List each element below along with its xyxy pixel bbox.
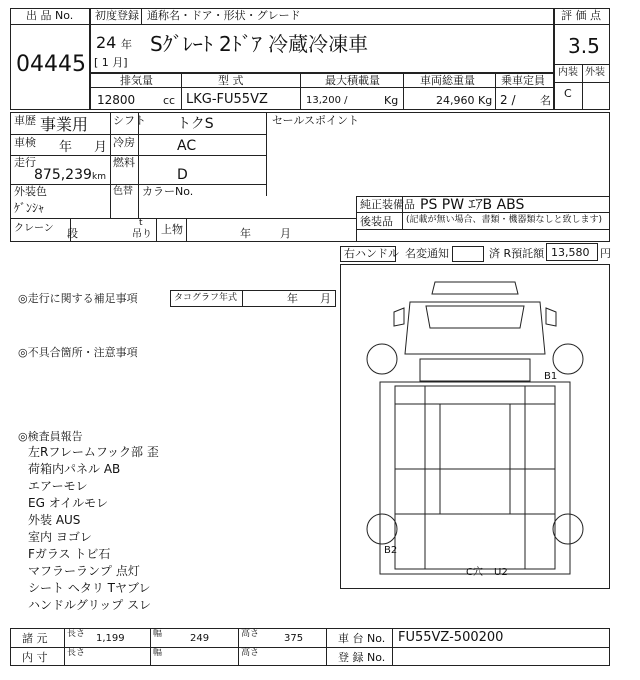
displacement-label: 排気量 bbox=[120, 74, 153, 87]
mark-c: C穴 bbox=[466, 567, 483, 578]
gross-value: 24,960 bbox=[436, 94, 475, 107]
lot-number: 04445 bbox=[16, 52, 86, 77]
exterior-label: 外装 bbox=[585, 67, 605, 78]
inspector-item: マフラーランプ 点灯 bbox=[28, 564, 140, 578]
accessories-note: (記載が無い場合、書類・機器類なしと致します) bbox=[406, 215, 603, 225]
model-label: 型 式 bbox=[218, 74, 244, 87]
inspector-item: ハンドルグリップ スレ bbox=[28, 598, 152, 612]
rhd-label: 右ハンドル bbox=[344, 247, 399, 260]
height-value: 375 bbox=[284, 633, 304, 644]
inspector-item: EG オイルモレ bbox=[28, 496, 109, 510]
reg-year: 24 bbox=[96, 33, 117, 52]
rear-right-wheel bbox=[553, 514, 583, 544]
color-no-label: カラーNo. bbox=[142, 185, 194, 198]
model-value: LKG-FU55VZ bbox=[186, 92, 268, 107]
front-left-wheel bbox=[367, 344, 397, 374]
displacement-unit: cc bbox=[163, 94, 176, 107]
chassis-value: FU55VZ-500200 bbox=[398, 630, 504, 645]
right-mirror bbox=[546, 308, 556, 326]
reg-month: [ 1 月] bbox=[94, 56, 128, 69]
mileage-unit: km bbox=[92, 172, 106, 182]
left-mirror bbox=[394, 308, 404, 326]
defect-label: ◎不具合箇所・注意事項 bbox=[18, 346, 138, 359]
capacity-unit: 名 bbox=[540, 94, 551, 107]
inner-width-label: 幅 bbox=[153, 648, 163, 658]
interior-label: 内装 bbox=[558, 67, 578, 78]
color-value: ｹﾞﾝｼｬ bbox=[14, 201, 45, 215]
diagram-frame bbox=[341, 265, 610, 589]
cargo-inner bbox=[395, 386, 555, 569]
cargo-body bbox=[380, 382, 570, 574]
inspector-item: シート ヘタリ Tヤブレ bbox=[28, 581, 151, 595]
inspector-item: 室内 ヨゴレ bbox=[28, 530, 92, 544]
inner-length-label: 長さ bbox=[67, 648, 86, 658]
truck-diagram bbox=[340, 264, 610, 589]
recycle-label: 済 R預託額 bbox=[489, 247, 545, 260]
inspector-item: 荷箱内パネル AB bbox=[28, 462, 121, 476]
length-value: 1,199 bbox=[96, 633, 125, 644]
length-label: 長さ bbox=[67, 629, 86, 639]
tacho-year: 年 bbox=[287, 292, 298, 305]
cab-roof-rect bbox=[420, 359, 530, 381]
inspection-month: 月 bbox=[94, 140, 108, 155]
max-load-unit: Kg bbox=[384, 94, 399, 107]
capacity-value: 2 / bbox=[500, 93, 516, 107]
recycle-unit: 円 bbox=[600, 247, 611, 260]
interior-grade: C bbox=[564, 87, 572, 100]
fuel-label: 燃料 bbox=[113, 156, 135, 169]
tacho-label: タコグラフ年式 bbox=[174, 293, 238, 303]
history-label: 車歴 bbox=[14, 114, 36, 127]
color-label: 外装色 bbox=[14, 185, 47, 198]
inspector-item: 左Rフレームフック部 歪 bbox=[28, 445, 159, 459]
crane-hang: 吊り bbox=[132, 229, 152, 240]
score-value: 3.5 bbox=[568, 34, 600, 58]
mileage-value: 875,239 bbox=[34, 167, 92, 183]
width-label: 幅 bbox=[153, 629, 163, 639]
upper-year: 年 bbox=[240, 227, 251, 240]
inspector-item: 外装 AUS bbox=[28, 513, 81, 527]
inspection-label: 車検 bbox=[14, 136, 36, 149]
chassis-label: 車 台 No. bbox=[338, 632, 386, 645]
capacity-label: 乗車定員 bbox=[501, 74, 545, 87]
height-label: 高さ bbox=[241, 629, 260, 639]
mark-u2: U2 bbox=[494, 567, 508, 578]
max-load-label: 最大積載量 bbox=[325, 74, 380, 87]
tacho-month: 月 bbox=[320, 292, 331, 305]
mileage-label: 走行 bbox=[14, 156, 36, 169]
fuel-value: D bbox=[177, 167, 188, 183]
lot-label: 出 品 No. bbox=[26, 9, 74, 22]
crane-label: クレーン bbox=[14, 223, 54, 234]
crane-stage: 段 bbox=[67, 227, 78, 240]
gross-unit: Kg bbox=[478, 94, 493, 107]
ac-value: AC bbox=[177, 138, 197, 154]
sales-point-label: セールスポイント bbox=[272, 114, 360, 127]
inner-height-label: 高さ bbox=[241, 648, 260, 658]
upper-month: 月 bbox=[280, 227, 291, 240]
displacement-value: 12800 bbox=[97, 93, 136, 107]
inspector-item: Fガラス トビ石 bbox=[28, 547, 111, 561]
inspector-item: エアーモレ bbox=[28, 479, 88, 493]
inspector-label: ◎検査員報告 bbox=[18, 430, 83, 443]
history-value: 事業用 bbox=[40, 115, 89, 134]
reg-year-unit: 年 bbox=[121, 38, 132, 51]
truck-diagram-svg bbox=[340, 264, 610, 589]
inspection-year: 年 bbox=[59, 140, 73, 155]
accessories-label: 後装品 bbox=[360, 215, 393, 228]
grade-label: 通称名・ドア・形状・グレード bbox=[147, 9, 301, 22]
ac-label: 冷房 bbox=[113, 136, 135, 149]
crane-ton: t bbox=[139, 218, 143, 228]
rear-left-wheel bbox=[367, 514, 397, 544]
name-change-box bbox=[452, 246, 484, 262]
shift-label: シフト bbox=[113, 114, 146, 127]
standard-equipment-value: PS PW ｴｱB ABS bbox=[420, 197, 525, 213]
shift-value: トクS bbox=[177, 116, 214, 132]
standard-equipment-label: 純正装備品 bbox=[360, 198, 415, 211]
name-change-label: 名変通知 bbox=[405, 247, 449, 260]
mark-b1: B1 bbox=[544, 371, 558, 382]
cab-top bbox=[432, 282, 518, 294]
registration-label: 登 録 No. bbox=[338, 651, 386, 664]
recycle-value: 13,580 bbox=[551, 246, 590, 259]
reg-label: 初度登録 bbox=[95, 9, 139, 22]
color-change-label: 色替 bbox=[113, 186, 133, 197]
gross-label: 車両総重量 bbox=[420, 74, 475, 87]
upper-label: 上物 bbox=[161, 223, 183, 236]
inner-label: 内 寸 bbox=[22, 651, 48, 664]
width-value: 249 bbox=[190, 633, 210, 644]
driving-notes-label: ◎走行に関する補足事項 bbox=[18, 292, 138, 305]
dimensions-label: 諸 元 bbox=[22, 632, 48, 645]
score-label: 評 価 点 bbox=[561, 9, 601, 22]
mark-b2: B2 bbox=[384, 545, 398, 556]
grade-value: Sｸﾞﾚｰﾄ 2ﾄﾞｱ 冷蔵冷凍車 bbox=[150, 32, 369, 56]
max-load-value: 13,200 / bbox=[306, 95, 348, 106]
windshield bbox=[426, 306, 524, 328]
front-right-wheel bbox=[553, 344, 583, 374]
